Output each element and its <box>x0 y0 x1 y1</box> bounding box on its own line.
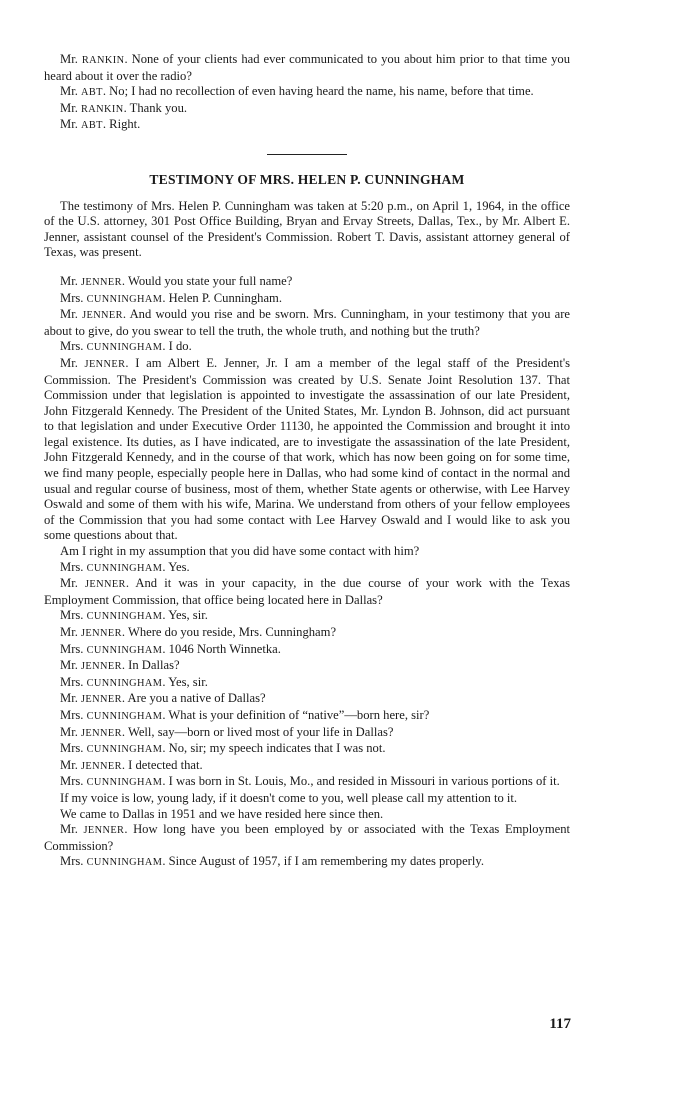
speaker-name: JENNER <box>81 628 122 639</box>
speaker-name: CUNNINGHAM <box>86 710 163 722</box>
document-page <box>44 52 570 871</box>
line-text: I do. <box>168 339 192 354</box>
speaker-title: Mr. <box>60 691 78 706</box>
line-text: 1046 North Winnetka. <box>168 641 281 656</box>
speaker-name: CUNNINGHAM <box>86 562 163 574</box>
line-text: How long have you been employed by or associated with the Texas Employment Commission? <box>44 822 570 853</box>
speaker-name: ABT <box>81 87 103 99</box>
line-text: We came to Dallas in 1951 and we have resided here since then. <box>60 806 384 821</box>
transcript-line: Mr. JENNER. Are you a native of Dallas? <box>60 691 266 706</box>
speaker-name: RANKIN <box>81 55 125 66</box>
speaker-title: Mrs. <box>60 707 84 722</box>
line-text: Thank you. <box>129 100 188 115</box>
speaker-title: Mr. <box>60 625 78 639</box>
transcript-line: Mrs. CUNNINGHAM. No, sir; my speech indicates that I was not. <box>60 741 386 756</box>
speaker-title: Mr. <box>60 307 78 322</box>
transcript-line <box>44 807 570 823</box>
line-text: Helen P. Cunningham. <box>168 290 282 305</box>
line-text: I am Albert E. Jenner, Jr. I am a member of the legal staff of the President's Commission. The President's Commission was created by U.S. Senate Joint Resolution 137. That Commission under that legislation is appointed to investigate the assassination of our late President, John Fitzgerald Kennedy. The President of the United States, Mr. Lyndon B. Johnson, did act pursuant to that legislation and under Executive Order 11130, he appointed the Commission and brought it into legal existence. Its duties, as I have indicated, are to investigate the assassination of the late President, John Fitzgerald Kennedy, and in the course of that work, which has now been going on for some time, we find many people, especially people here in Dallas, who had some kind of contact in the normal and usual and regular course of business, most of them, whether State agents or otherwise, with Lee Harvey Oswald and some of them with his wife, Marina. We understand from others of your fellow employees of the Commission that you had some contact with Lee Harvey Oswald and I would like to ask you some questions about that. <box>44 355 570 543</box>
line-text: And it was in your capacity, in the due course of your work with the Texas Employment Commission, that office being located here in Dallas? <box>44 576 570 607</box>
speaker-name: CUNNINGHAM <box>86 342 163 354</box>
line-text: Yes, sir. <box>168 608 208 623</box>
transcript-line: Mrs. CUNNINGHAM. I do. <box>60 339 192 354</box>
line-text: Would you state your full name? <box>127 273 293 288</box>
transcript-line <box>44 791 570 807</box>
transcript-line: Mr. JENNER. Well, say—born or lived most of your life in Dallas? <box>60 724 394 739</box>
speaker-title: Mr. <box>60 117 78 132</box>
speaker-title: Mrs. <box>60 854 84 869</box>
speaker-name: CUNNINGHAM <box>86 777 163 789</box>
speaker-name: CUNNINGHAM <box>86 677 163 689</box>
speaker-title: Mrs. <box>60 339 84 354</box>
line-text: No, sir; my speech indicates that I was not. <box>168 741 386 756</box>
transcript-line: Mr. JENNER. Where do you reside, Mrs. Cunningham? <box>60 625 337 639</box>
transcript-line: Mr. JENNER. I detected that. <box>60 757 203 772</box>
transcript-line: Mr. ABT. Right. <box>60 117 141 132</box>
speaker-name: JENNER <box>81 694 122 706</box>
speaker-title: Mr. <box>60 658 78 673</box>
line-text: Am I right in my assumption that you did have some contact with him? <box>60 544 420 559</box>
speaker-title: Mrs. <box>60 674 84 689</box>
transcript-line: Mrs. CUNNINGHAM. Yes, sir. <box>60 674 208 689</box>
speaker-name: JENNER <box>81 727 122 739</box>
speaker-name: JENNER <box>83 825 125 837</box>
line-text: Are you a native of Dallas? <box>127 691 266 706</box>
transcript-line: Mr. RANKIN. None of your clients had ever communicated to you about him prior to that time you heard about it over the radio? <box>44 52 570 83</box>
speaker-title: Mrs. <box>60 741 84 756</box>
speaker-title: Mr. <box>60 757 78 772</box>
speaker-title: Mrs. <box>60 290 84 305</box>
speaker-name: CUNNINGHAM <box>86 644 163 656</box>
line-text: Where do you reside, Mrs. Cunningham? <box>127 625 337 639</box>
line-text: I detected that. <box>128 757 203 772</box>
line-text: In Dallas? <box>128 658 180 673</box>
transcript-line: Mr. RANKIN. Thank you. <box>60 100 188 115</box>
line-text: Since August of 1957, if I am remembering my dates properly. <box>168 854 484 869</box>
transcript-line: Mrs. CUNNINGHAM. 1046 North Winnetka. <box>60 641 281 656</box>
speaker-name: JENNER <box>82 310 123 322</box>
page-number: 117 <box>549 1016 571 1032</box>
speaker-title: Mr. <box>60 724 78 739</box>
line-text: And would you rise and be sworn. Mrs. Cunningham, in your testimony that you are about to give, do you swear to tell the truth, the whole truth, and nothing but the truth? <box>44 307 570 338</box>
speaker-title: Mrs. <box>60 774 84 789</box>
line-text: If my voice is low, young lady, if it doesn't come to you, well please call my attention to it. <box>60 790 518 805</box>
transcript-line: Mr. JENNER. In Dallas? <box>60 658 180 673</box>
transcript-line: Mr. JENNER. And it was in your capacity, in the due course of your work with the Texas Employment Commission, that office being located here in Dallas? <box>44 576 570 607</box>
speaker-title: Mr. <box>60 100 78 115</box>
transcript-line: Mrs. CUNNINGHAM. Since August of 1957, if I am remembering my dates properly. <box>60 854 484 869</box>
transcript-line: Mrs. CUNNINGHAM. I was born in St. Louis, Mo., and resided in Missouri in various portions of it. <box>60 774 560 789</box>
transcript-line: Mrs. CUNNINGHAM. What is your definition of “native”—born here, sir? <box>60 707 430 722</box>
transcript-line: Mr. JENNER. How long have you been employed by or associated with the Texas Employment Commission? <box>44 822 570 853</box>
line-text: Yes, sir. <box>168 674 208 689</box>
line-text: No; I had no recollection of even having heard the name, his name, before that time. <box>109 84 534 99</box>
speaker-name: JENNER <box>84 358 126 370</box>
transcript-line <box>44 544 570 560</box>
transcript-line: Mrs. CUNNINGHAM. Yes, sir. <box>60 608 208 623</box>
speaker-title: Mr. <box>60 84 78 99</box>
previous-testimony-exchange <box>44 52 570 134</box>
transcript-line: Mr. ABT. No; I had no recollection of even having heard the name, his name, before that time. <box>60 84 534 99</box>
speaker-name: ABT <box>81 120 103 132</box>
intro-paragraph: The testimony of Mrs. Helen P. Cunningham was taken at 5:20 p.m., on April 1, 1964, in the office of the U.S. attorney, 301 Post Office Building, Bryan and Ervay Streets, Dallas, Tex., by Mr. Albert E. Jenner, assistant counsel of the President's Commission. Robert T. Davis, assistant attorney general of Texas, was present. <box>44 198 570 260</box>
section-divider <box>267 154 347 155</box>
speaker-title: Mrs. <box>60 608 84 623</box>
line-text: Yes. <box>168 559 190 574</box>
line-text: Right. <box>109 117 141 132</box>
transcript-line: Mr. JENNER. Would you state your full name? <box>60 273 293 288</box>
section-heading: TESTIMONY OF MRS. HELEN P. CUNNINGHAM <box>149 171 465 187</box>
speaker-name: JENNER <box>81 760 122 772</box>
speaker-name: JENNER <box>84 579 126 591</box>
testimony-transcript <box>44 274 570 871</box>
transcript-line: Mrs. CUNNINGHAM. Yes. <box>60 559 190 574</box>
speaker-title: Mrs. <box>60 641 84 656</box>
line-text: I was born in St. Louis, Mo., and resided in Missouri in various portions of it. <box>168 774 560 789</box>
speaker-title: Mr. <box>60 355 78 370</box>
line-text: None of your clients had ever communicated to you about him prior to that time you heard about it over the radio? <box>44 52 570 83</box>
transcript-line: Mrs. CUNNINGHAM. Helen P. Cunningham. <box>60 290 282 305</box>
speaker-title: Mr. <box>60 576 78 591</box>
paragraph-gap <box>44 261 570 274</box>
speaker-title: Mrs. <box>60 559 84 574</box>
speaker-title: Mr. <box>60 822 78 837</box>
speaker-name: CUNNINGHAM <box>86 857 163 869</box>
speaker-name: JENNER <box>81 276 122 288</box>
speaker-name: JENNER <box>81 661 122 673</box>
speaker-title: Mr. <box>60 52 78 66</box>
speaker-name: RANKIN <box>81 103 124 115</box>
line-text: Well, say—born or lived most of your life in Dallas? <box>127 724 394 739</box>
transcript-line: Mr. JENNER. I am Albert E. Jenner, Jr. I am a member of the legal staff of the President's Commission. The President's Commission was created by U.S. Senate Joint Resolution 137. That Commission under that legislation is appointed to investigate the assassination of our late President, John Fitzgerald Kennedy. The President of the United States, Mr. Lyndon B. Johnson, did act pursuant to that legislation and under Executive Order 11130, he appointed the Commission and brought it into legal existence. Its duties, as I have indicated, are to investigate the assassination of the late President, John Fitzgerald Kennedy, and in the course of that work, which has now been going on for some time, we find many people, especially people here in Dallas, who had some kind of contact in the normal and usual and regular course of business, most of them, whether State agents or otherwise, with Lee Harvey Oswald and some of them with his wife, Marina. We understand from others of your fellow employees of the Commission that you had some contact with Lee Harvey Oswald and I would like to ask you some questions about that. <box>44 355 570 543</box>
speaker-name: CUNNINGHAM <box>86 611 163 623</box>
line-text: What is your definition of “native”—born here, sir? <box>168 707 430 722</box>
speaker-name: CUNNINGHAM <box>86 293 163 305</box>
transcript-line: Mr. JENNER. And would you rise and be sworn. Mrs. Cunningham, in your testimony that you are about to give, do you swear to tell the truth, the whole truth, and nothing but the truth? <box>44 307 570 338</box>
speaker-name: CUNNINGHAM <box>86 744 163 756</box>
speaker-title: Mr. <box>60 273 78 288</box>
